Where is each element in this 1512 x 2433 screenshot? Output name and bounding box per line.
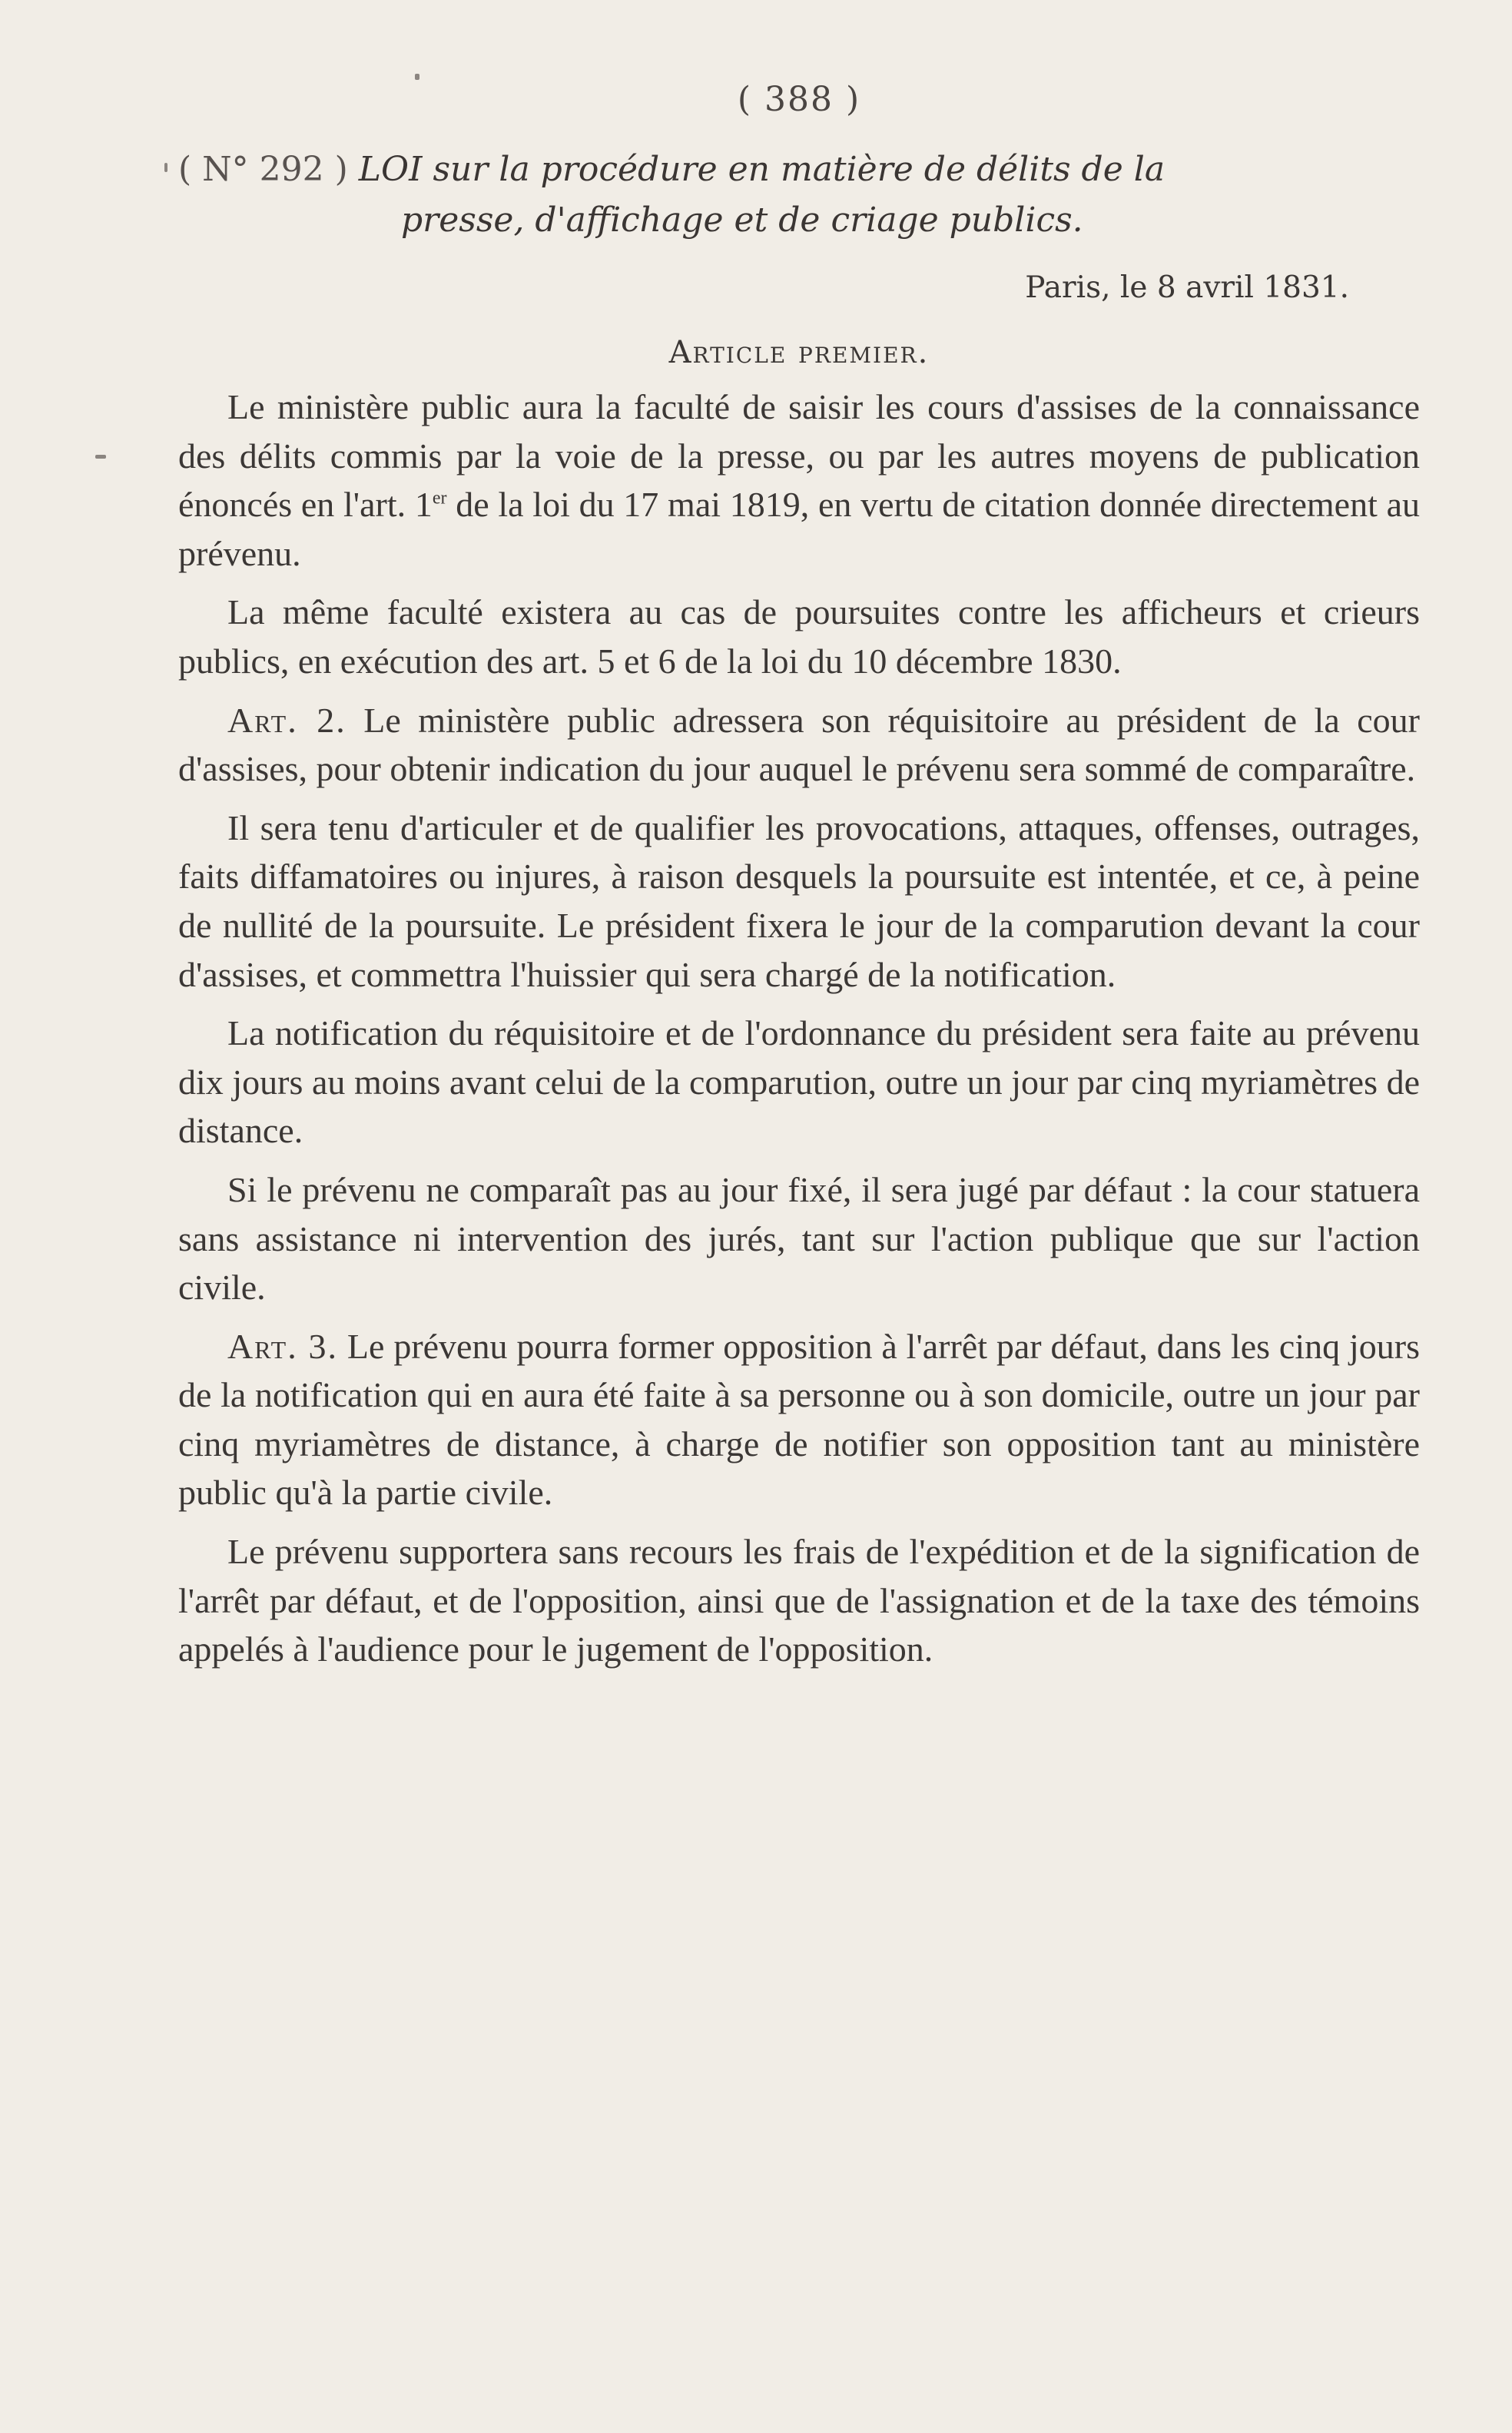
- page-body: [178, 77, 1420, 1674]
- paragraph-4: Il sera tenu d'articuler et de qualifier les provocations, attaques, offenses, outrages, faits diffamatoires ou injures, à raison desquels la poursuite est intentée, et ce, à peine de nullité de la poursuite. Le président fixera le jour de la comparution devant la cour d'assises, et commettra l'huissier qui sera chargé de la notification.: [178, 807, 1420, 994]
- paragraph-8: Le prévenu supportera sans recours les frais de l'expédition et de la signification de l'arrêt par défaut, et de l'opposition, ainsi que de l'assignation et de la taxe des témoins appelés à l'audience pour le jugement de l'opposition.: [178, 1532, 1420, 1669]
- dateline: Paris, le 8 avril 1831.: [1025, 270, 1349, 305]
- article-3-label: Art. 3.: [227, 1326, 339, 1366]
- paragraph-7: [178, 1322, 1420, 1517]
- article-heading: Article premier.: [668, 335, 930, 370]
- paragraph-2: La même faculté existera au cas de poursuites contre les afficheurs et crieurs publics, en exécution des art. 5 et 6 de la loi du 10 décembre 1830.: [178, 592, 1420, 681]
- paragraph-1-text-end: de la loi du 17 mai 1819, en vertu de citation donnée directement au prévenu.: [178, 485, 1420, 573]
- article-2-label: Art. 2.: [227, 700, 346, 740]
- law-number: ( N° 292 ): [178, 150, 348, 189]
- law-title-text: LOI sur la procédure en matière de délits de la: [358, 150, 1166, 189]
- law-title: [178, 144, 1420, 246]
- law-title-line-2: presse, d'affichage et de criage publics.: [401, 201, 1083, 240]
- ink-speck: [164, 163, 167, 172]
- paragraph-1: [178, 383, 1420, 578]
- page-number: ( 388 ): [737, 80, 861, 119]
- ink-speck: [95, 455, 106, 459]
- paragraph-6: Si le prévenu ne comparaît pas au jour fixé, il sera jugé par défaut : la cour statuera sans assistance ni intervention des jurés, tant sur l'action publique que sur l'action civile.: [178, 1169, 1420, 1308]
- paragraph-3-text: Le ministère public adressera son réquisitoire au président de la cour d'assises, pour obtenir indication du jour auquel le prévenu sera sommé de comparaître.: [178, 700, 1420, 789]
- paragraph-7-text: Le prévenu pourra former opposition à l'arrêt par défaut, dans les cinq jours de la notification qui en aura été faite à sa personne ou à son domicile, outre un jour par cinq myriamètres de distance, à charge de notifier son opposition tant au ministère public qu'à la partie civile.: [178, 1326, 1420, 1513]
- paragraph-3: [178, 696, 1420, 794]
- law-title-line-1: [178, 144, 1420, 195]
- superscript-er: er: [432, 488, 447, 509]
- paragraph-1-text: Le ministère public aura la faculté de saisir les cours d'assises de la connaissance des délits commis par la voie de la presse, ou par les autres moyens de publication énoncés en l'art. 1: [178, 387, 1420, 525]
- paragraph-5: La notification du réquisitoire et de l'ordonnance du président sera faite au prévenu dix jours au moins avant celui de la comparution, outre un jour par cinq myriamètres de distance.: [178, 1013, 1420, 1151]
